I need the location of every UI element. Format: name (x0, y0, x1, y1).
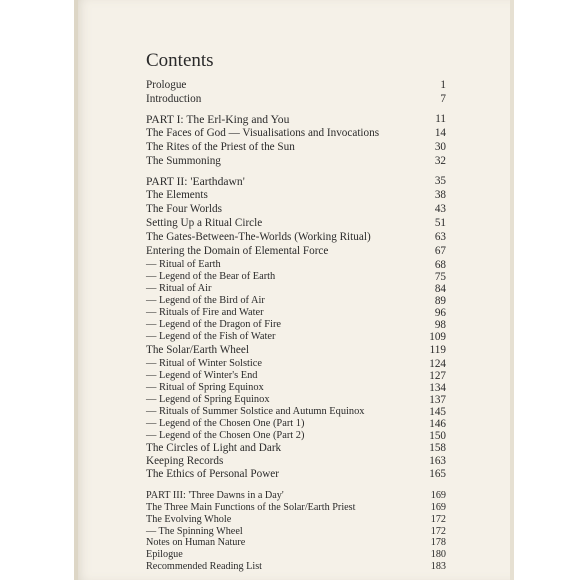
toc-entry-page: 137 (429, 394, 446, 406)
toc-entry-title: Setting Up a Ritual Circle (146, 217, 263, 229)
toc-entry (146, 491, 446, 503)
toc-entry-title: The Ethics of Personal Power (146, 468, 279, 480)
toc-entry-title: — Ritual of Winter Solstice (146, 358, 262, 369)
toc-entry-page: 169 (430, 490, 446, 501)
toc-entry (146, 190, 446, 203)
toc-entry (146, 515, 446, 527)
toc-entry-title: — Legend of Winter's End (146, 370, 258, 381)
page-right-edge (510, 0, 514, 580)
toc-entry-title: — Ritual of Earth (146, 259, 221, 270)
toc-entry-page: 145 (429, 406, 446, 418)
toc-entry-title: The Three Main Functions of the Solar/Earth Priest (146, 502, 356, 513)
toc-entry-page: 169 (430, 502, 446, 513)
toc-entry-page: 158 (429, 442, 446, 454)
toc-entry-title: — Ritual of Air (146, 283, 212, 294)
toc-entry-title: — Legend of the Dragon of Fire (146, 319, 282, 330)
toc-entry-title: Entering the Domain of Elemental Force (146, 245, 329, 257)
toc-entry-title: The Rites of the Priest of the Sun (146, 141, 295, 153)
toc-entry (146, 218, 446, 231)
toc-entry-title: PART I: The Erl-King and You (146, 113, 290, 126)
toc-entry-page: 84 (434, 283, 446, 295)
toc-entry-page: 63 (434, 231, 446, 243)
toc-entry (146, 128, 446, 141)
toc-entry-title: The Summoning (146, 155, 221, 167)
toc-entry (146, 562, 446, 574)
toc-entry-page: 7 (440, 93, 446, 105)
toc-entry-title: The Evolving Whole (146, 514, 232, 525)
toc-entry-title: The Gates-Between-The-Worlds (Working Ritual) (146, 231, 371, 243)
toc-entry-title: — Legend of the Chosen One (Part 1) (146, 418, 305, 429)
toc-entry-title: — Legend of the Bear of Earth (146, 271, 276, 282)
toc-entry-title: — Legend of Spring Equinox (146, 394, 270, 405)
toc-entry-title: — Rituals of Summer Solstice and Autumn Equinox (146, 406, 365, 417)
toc-entry (146, 176, 446, 189)
toc-entry-page: 109 (429, 331, 446, 343)
toc-entry (146, 538, 446, 550)
toc-entry-title: The Elements (146, 189, 208, 201)
toc-entry (146, 345, 446, 358)
toc-entry-page: 127 (429, 370, 446, 382)
toc-entry (146, 550, 446, 562)
toc-entry-title: Keeping Records (146, 455, 224, 467)
toc-entry-page: 98 (434, 319, 446, 331)
toc-entry-page: 68 (434, 259, 446, 271)
toc-entry (146, 204, 446, 217)
toc-entry-page: 89 (434, 295, 446, 307)
toc-entry-page: 38 (434, 189, 446, 201)
toc-entry-page: 163 (429, 455, 446, 467)
toc-entry-title: The Faces of God — Visualisations and Invocations (146, 127, 380, 139)
toc-entry-title: — Legend of the Chosen One (Part 2) (146, 430, 305, 441)
toc-entry-page: 11 (435, 113, 446, 125)
page-gutter-edge (74, 0, 78, 580)
toc-entry (146, 156, 446, 169)
toc-entry (146, 142, 446, 155)
contents-heading: Contents (146, 50, 214, 71)
toc-entry-title: The Circles of Light and Dark (146, 442, 282, 454)
toc-entry-title: Notes on Human Nature (146, 537, 246, 548)
toc-entry-page: 180 (430, 549, 446, 560)
toc-entry-page: 183 (430, 561, 446, 572)
toc-entry-page: 119 (429, 344, 446, 356)
toc-entry (146, 469, 446, 482)
toc-entry (146, 232, 446, 245)
toc-entry-title: Epilogue (146, 549, 183, 560)
toc-entry-page: 30 (434, 141, 446, 153)
toc-entry-page: 51 (434, 217, 446, 229)
toc-entry-title: — Legend of the Fish of Water (146, 331, 276, 342)
toc-entry-title: The Solar/Earth Wheel (146, 344, 249, 356)
toc-entry-page: 124 (429, 358, 446, 370)
toc-entry-page: 96 (434, 307, 446, 319)
toc-entry-title: Introduction (146, 93, 202, 105)
toc-entry-title: — Ritual of Spring Equinox (146, 382, 264, 393)
toc-entry (146, 246, 446, 259)
toc-entry-page: 35 (434, 175, 446, 187)
toc-entry-title: Recommended Reading List (146, 561, 262, 572)
toc-entry-title: Prologue (146, 79, 187, 91)
toc-entry (146, 503, 446, 515)
toc-entry-page: 172 (430, 526, 446, 537)
toc-entry-page: 150 (429, 430, 446, 442)
toc-entry-title: — Legend of the Bird of Air (146, 295, 265, 306)
toc-entry (146, 114, 446, 127)
toc-entry-page: 172 (430, 514, 446, 525)
toc-entry-page: 165 (429, 468, 446, 480)
toc-entry-page: 43 (434, 203, 446, 215)
toc-entry-page: 178 (430, 537, 446, 548)
toc-entry-title: PART II: 'Earthdawn' (146, 175, 245, 188)
toc-entry-page: 75 (434, 271, 446, 283)
toc-entry-title: — Rituals of Fire and Water (146, 307, 264, 318)
toc-entry-page: 32 (434, 155, 446, 167)
toc-entry (146, 94, 446, 107)
toc-entry-page: 1 (440, 79, 446, 91)
toc-entry-page: 146 (429, 418, 446, 430)
toc-entry-title: The Four Worlds (146, 203, 222, 215)
toc-entry-title: PART III: 'Three Dawns in a Day' (146, 490, 284, 501)
toc-entry-title: — The Spinning Wheel (146, 526, 243, 537)
toc-entry-page: 14 (434, 127, 446, 139)
toc-entry-page: 134 (429, 382, 446, 394)
toc-entry (146, 80, 446, 93)
toc-entry-page: 67 (434, 245, 446, 257)
